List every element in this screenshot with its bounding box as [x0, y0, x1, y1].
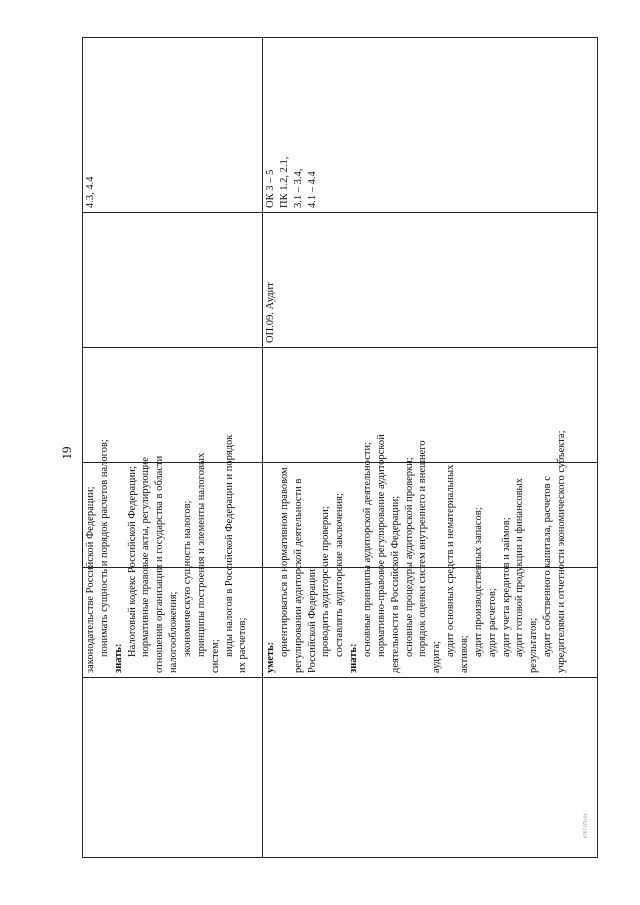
content-line: уметь:: [265, 641, 276, 673]
content-line: аудит учета кредитов и займов;: [500, 517, 512, 657]
content-line: основные принципы аудиторской деятельности;: [362, 442, 374, 657]
content-line: отношения организации и государства в области: [154, 455, 166, 673]
content-line: знать:: [348, 643, 360, 673]
content-line: аудит собственного капитала, расчетов с: [542, 476, 554, 657]
row1-content-lines: [84, 434, 250, 673]
content-line: понимать сущность и порядок расчетов налогов;: [98, 439, 110, 657]
content-line: аудит производственных запасов;: [472, 507, 484, 657]
content-line: нормативные правовые акты, регулирующие: [140, 457, 152, 657]
cell-code: [83, 678, 263, 858]
content-line: виды налогов в Российской Федерации и порядок: [223, 434, 235, 657]
content-line: регулировании аудиторской деятельности в: [292, 478, 304, 673]
row2-competences-lines: [264, 42, 319, 208]
content-line: деятельности в Российской Федерации;: [389, 495, 401, 673]
content-line: ориентироваться в нормативном правовом: [278, 467, 290, 657]
cell-discipline: ОП.09. Аудит: [263, 213, 598, 348]
content-line: Российской Федерации;: [306, 566, 318, 673]
cell-discipline: [83, 213, 263, 348]
content-line: аудита;: [431, 641, 443, 673]
document-stamp: 0707 070 01: [584, 813, 589, 838]
competence-line: ОК 3 – 5: [265, 169, 276, 208]
page-number: 19: [59, 446, 74, 460]
cell-code: [263, 678, 598, 858]
content-line: аудит расчетов;: [486, 588, 498, 657]
content-line: их расчетов;: [237, 617, 249, 673]
content-line: учредителями и отчетности экономического субъекта;: [556, 430, 568, 673]
cell-competences: [263, 38, 598, 213]
curriculum-table-wrapper: [82, 38, 597, 858]
content-line: активов;: [459, 635, 471, 673]
content-line: аудит готовой продукции и финансовых: [514, 478, 526, 657]
content-line: знать:: [112, 643, 124, 673]
content-line: проводить аудиторские проверки;: [320, 506, 332, 657]
content-line: нормативно-правовое регулирование аудиторской: [375, 434, 387, 657]
competence-line: 4.1 – 4.4: [306, 171, 318, 208]
cell-hours-class: [263, 348, 598, 463]
row2-content-lines: [264, 430, 569, 673]
competence-line: 3.1 – 3.4,: [292, 168, 304, 208]
cell-content: [263, 430, 598, 678]
cell-competences: 4.3, 4.4: [83, 38, 263, 213]
content-line: аудит основных средств и нематериальных: [445, 464, 457, 657]
content-line: Налоговый кодекс Российской Федерации;: [126, 466, 138, 657]
table-row-audit: [263, 38, 598, 858]
content-line: налогообложения;: [168, 591, 180, 673]
content-line: составлять аудиторские заключения;: [334, 493, 346, 657]
cell-content: [83, 434, 263, 678]
table-row-taxes: [83, 38, 263, 858]
content-line: систем;: [209, 639, 221, 673]
content-line: законодательстве Российской Федерации;: [85, 486, 96, 673]
content-line: экономическую сущность налогов;: [182, 500, 194, 657]
competence-line: ПК 1.2, 2.1,: [278, 156, 290, 208]
content-line: принципы построения и элементы налоговых: [195, 452, 207, 657]
curriculum-table: [82, 37, 598, 858]
content-line: основные процедуры аудиторской проверки;: [403, 457, 415, 657]
content-line: результатов;: [528, 617, 540, 673]
content-line: порядок оценки систем внутреннего и внешнего: [417, 440, 429, 657]
